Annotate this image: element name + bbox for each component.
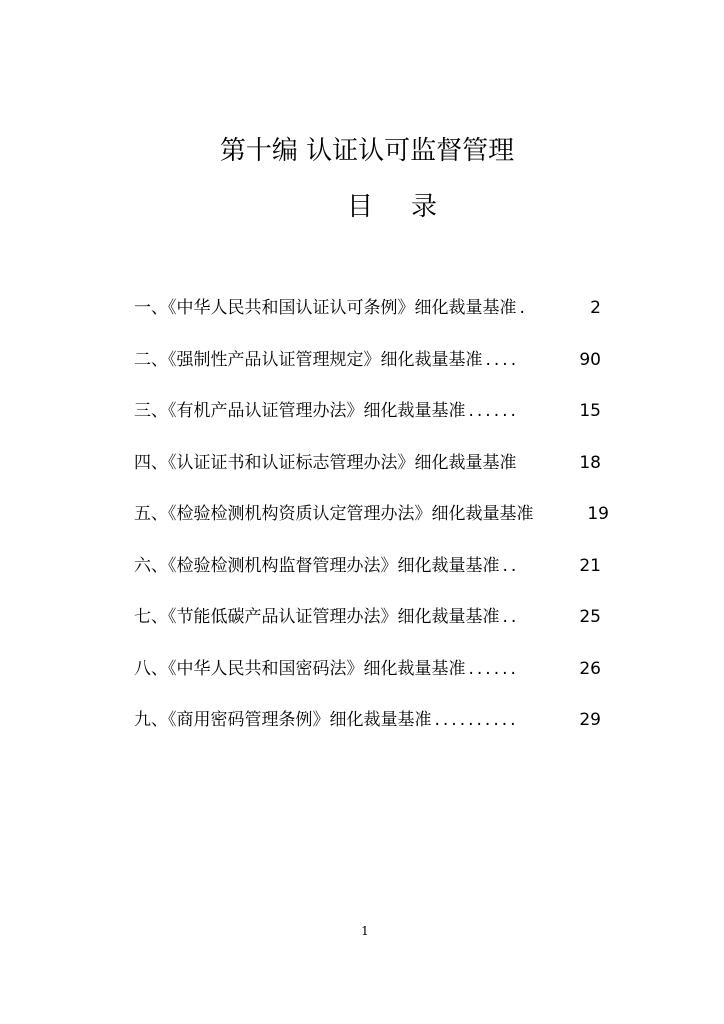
toc-entry[interactable] <box>134 708 609 760</box>
toc-page-number: 18 <box>579 452 601 473</box>
toc-heading-char: 录 <box>411 192 438 222</box>
toc-entry-text: 七、《节能低碳产品认证管理办法》细化裁量基准 .. <box>134 607 520 627</box>
toc-entry[interactable] <box>134 296 609 348</box>
toc-entry[interactable] <box>134 399 609 451</box>
toc-page-number: 15 <box>579 401 601 421</box>
toc-page-number: 26 <box>579 658 601 679</box>
toc-entry-text: 六、《检验检测机构监督管理办法》细化裁量基准 .. <box>134 555 520 576</box>
toc-entry[interactable] <box>134 451 609 503</box>
toc-entry[interactable] <box>134 554 609 606</box>
toc-entry[interactable] <box>134 502 609 554</box>
toc-heading-char: 目 <box>347 192 374 222</box>
toc-entry-text: 九、《商用密码管理条例》细化裁量基准 .......... <box>134 710 519 730</box>
toc-leader-dots: ...... <box>468 658 519 679</box>
toc-entry-text: 四、《认证证书和认证标志管理办法》细化裁量基准 <box>134 451 520 475</box>
toc-leader-dots: .... <box>485 349 520 370</box>
toc-entry[interactable] <box>134 348 609 400</box>
page-title: 第十编 认证认可监督管理 <box>219 136 515 166</box>
toc-heading <box>347 186 437 223</box>
toc-entry-text: 一、《中华人民共和国认证认可条例》细化裁量基准 . <box>134 298 528 318</box>
toc-page-number: 2 <box>590 298 601 318</box>
toc-entry-text: 八、《中华人民共和国密码法》细化裁量基准 ...... <box>134 658 519 679</box>
toc-page-number: 25 <box>579 607 601 627</box>
toc-page-number: 21 <box>579 555 601 576</box>
toc-leader-dots: .......... <box>434 710 519 730</box>
toc-entry[interactable] <box>134 605 609 657</box>
page-number: 1 <box>361 924 369 938</box>
toc-page-number: 29 <box>579 710 601 730</box>
toc-leader-dots <box>517 453 520 473</box>
toc-entry-text: 五、《检验检测机构资质认定管理办法》细化裁量基准 <box>134 502 537 526</box>
toc-entry-text: 二、《强制性产品认证管理规定》细化裁量基准 .... <box>134 349 520 370</box>
toc-entry[interactable] <box>134 657 609 709</box>
toc-leader-dots: .. <box>502 607 520 627</box>
toc-leader-dots: ...... <box>468 401 519 421</box>
table-of-contents <box>134 296 609 760</box>
toc-leader-dots: . <box>519 298 528 318</box>
toc-page-number: 19 <box>587 504 609 524</box>
toc-leader-dots <box>534 504 537 524</box>
toc-leader-dots: .. <box>502 555 520 576</box>
toc-page-number: 90 <box>579 349 601 370</box>
toc-entry-text: 三、《有机产品认证管理办法》细化裁量基准 ...... <box>134 401 519 421</box>
